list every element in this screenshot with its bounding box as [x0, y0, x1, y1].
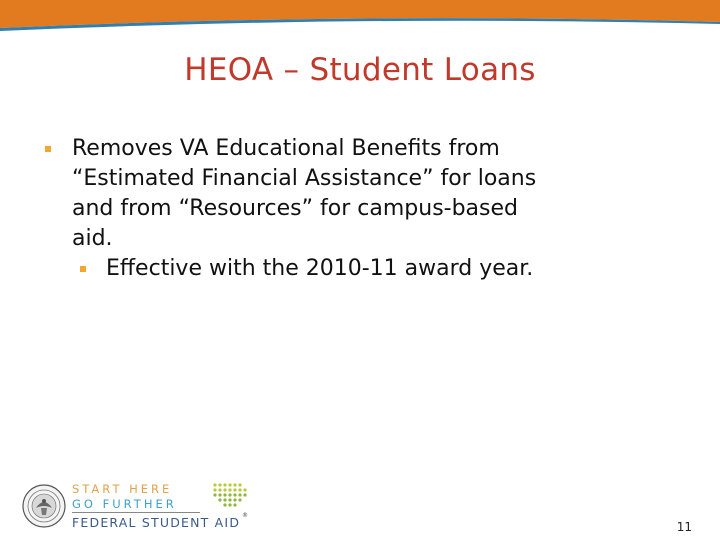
department-seal-icon	[22, 484, 66, 528]
bullet-item-1	[40, 134, 680, 254]
bullet-line: Removes VA Educational Benefits from	[72, 136, 500, 161]
bullet-icon	[80, 266, 86, 272]
bullet-item-2	[40, 254, 680, 284]
logo-tagline-1: START HERE	[72, 482, 173, 496]
page-number: 11	[676, 520, 692, 534]
bullet-line: and from “Resources” for campus-based	[72, 196, 519, 221]
registered-mark: ®	[242, 512, 248, 519]
header-band	[0, 0, 720, 40]
bullet-line: “Estimated Financial Assistance” for loans	[72, 166, 537, 191]
dot-pattern-icon	[212, 482, 248, 510]
bullet-line: Effective with the 2010-11 award year.	[106, 256, 534, 281]
logo-wordmark: FEDERAL STUDENT AID	[72, 515, 241, 530]
bullet-icon	[45, 146, 51, 152]
logo-tagline-2: GO FURTHER	[72, 497, 177, 511]
slide-body	[40, 134, 680, 284]
logo-divider	[72, 512, 200, 513]
bullet-line: aid.	[72, 226, 113, 251]
slide-title: HEOA – Student Loans	[184, 52, 536, 88]
federal-student-aid-logo	[22, 480, 252, 532]
logo-text	[72, 482, 248, 532]
